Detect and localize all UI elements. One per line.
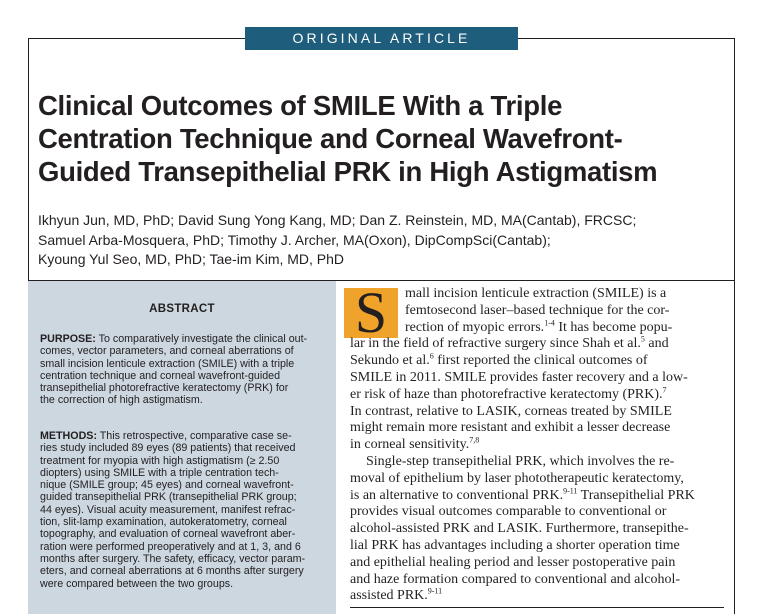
citation-superscript: 6 xyxy=(429,351,434,361)
title-line: Guided Transepithelial PRK in High Astigmatism xyxy=(38,156,658,187)
section-tag: ORIGINAL ARTICLE xyxy=(245,27,518,50)
citation-superscript: 7 xyxy=(662,385,667,395)
purpose-label: PURPOSE: xyxy=(40,333,96,345)
body-line: lial PRK has advantages including a shorter operation time xyxy=(350,537,680,553)
body-line: and haze formation compared to conventional and alcohol- xyxy=(350,571,681,587)
body-line: SMILE in 2011. SMILE provides faster recovery and a low- xyxy=(350,369,688,385)
author-line: Ikhyun Jun, MD, PhD; David Sung Yong Kang, MD; Dan Z. Reinstein, MD, MA(Cantab), FRCSC; xyxy=(38,212,637,228)
body-line: alcohol-assisted PRK and LASIK. Furthermore, transepithe- xyxy=(350,521,689,537)
citation-superscript: 5 xyxy=(640,334,645,344)
article-title xyxy=(38,89,738,188)
abstract-methods: METHODS: This retrospective, comparative case se- ries study included 89 eyes (89 patients) that received treatment for myopia with high astigmatism (≥ 2.50 diopters) using SMILE with a triple centration tech- nique (SMILE group; 45 eyes) and corneal wavefront- guided transepithelial PRK (transepithelial PRK group; 44 eyes). Visual acuity measurement, manifest refrac- tion, slit-lamp examination, autokeratometry, corneal topography, and evaluation of corneal wavefront aber- ration were performed preoperatively and at 1, 3, and 6 months after surgery. The safety, efficacy, vector param- eters, and corneal aberrations at 6 months after surgery were compared between the two groups. xyxy=(40,430,306,590)
author-list xyxy=(38,211,728,270)
body-line: moval of epithelium by laser phototherapeutic keratectomy, xyxy=(350,470,684,486)
body-line: er risk of haze than photorefractive keratectomy (PRK).$^7$ xyxy=(350,385,667,402)
column-footer-rule xyxy=(350,607,724,608)
body-line: provides visual outcomes comparable to conventional or xyxy=(350,504,667,520)
body-line: in corneal sensitivity.$^{7,8}$ xyxy=(350,435,480,453)
methods-label: METHODS: xyxy=(40,430,97,442)
citation-superscript: 7,8 xyxy=(469,435,480,445)
body-line: lar in the field of refractive surgery since Shah et al.$^5$ and xyxy=(350,334,669,352)
citation-superscript: 9-11 xyxy=(563,485,578,495)
body-line: is an alternative to conventional PRK.$^{9-11}$ Transepithelial PRK xyxy=(350,485,695,503)
abstract-purpose: PURPOSE: To comparatively investigate the clinical out- comes, vector parameters, and corneal aberrations of small incision lenticule extraction (SMILE) with a triple centration technique and corneal wavefront-guided transepithelial photorefractive keratectomy (PRK) for the correction of high astigmatism. xyxy=(40,333,308,407)
abstract-heading: ABSTRACT xyxy=(149,303,215,315)
body-line: Single-step transepithelial PRK, which involves the re- xyxy=(366,453,675,469)
body-line: femtosecond laser–based technique for the cor- xyxy=(405,302,670,318)
body-line: Sekundo et al.$^6$ first reported the clinical outcomes of xyxy=(350,351,648,369)
body-line: assisted PRK.$^{9-11}$ xyxy=(350,586,443,604)
body-line: and epithelial healing period and lesser postoperative pain xyxy=(350,554,676,570)
body-line: mall incision lenticule extraction (SMILE) is a xyxy=(405,286,667,301)
citation-superscript: 1-4 xyxy=(544,317,555,327)
abstract-box xyxy=(28,281,336,614)
title-line: Clinical Outcomes of SMILE With a Triple xyxy=(38,90,563,121)
drop-cap: S xyxy=(344,288,398,338)
title-line: Centration Technique and Corneal Wavefront- xyxy=(38,123,623,154)
body-text xyxy=(350,286,724,605)
body-line: might remain more resistant and exhibit a lesser decrease xyxy=(350,420,671,436)
citation-superscript: 9-11 xyxy=(427,586,443,596)
author-line: Kyoung Yul Seo, MD, PhD; Tae-im Kim, MD, PhD xyxy=(38,251,345,267)
author-line: Samuel Arba-Mosquera, PhD; Timothy J. Archer, MA(Oxon), DipCompSci(Cantab); xyxy=(38,231,551,248)
body-line: rection of myopic errors.$^{1-4}$ It has become popu- xyxy=(405,317,673,335)
body-line: In contrast, relative to LASIK, corneas treated by SMILE xyxy=(350,403,672,419)
